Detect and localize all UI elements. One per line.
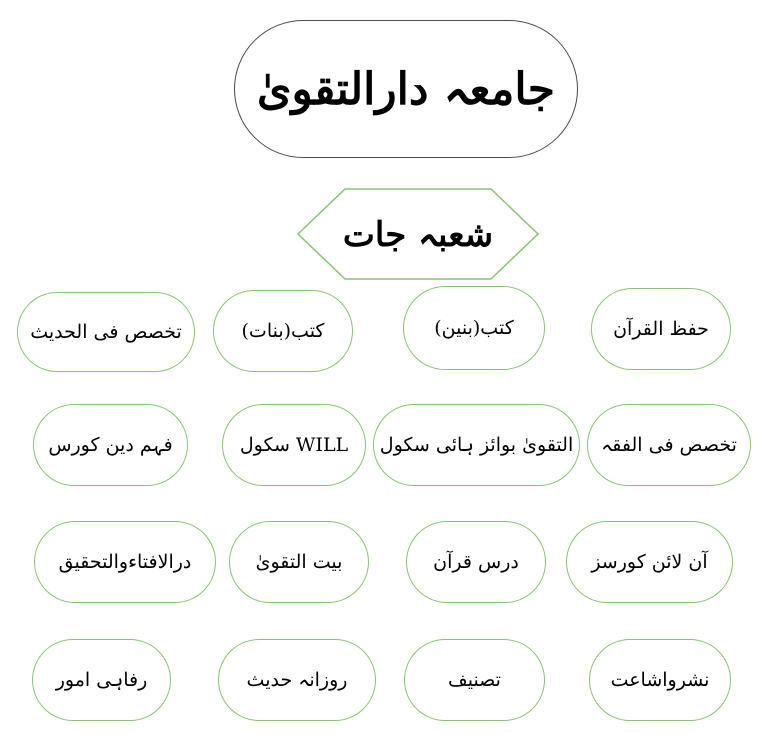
dept-box-tasneef[interactable]: تصنیف bbox=[404, 639, 545, 721]
dept-box-fehm-deen-course[interactable]: فہم دین کورس bbox=[33, 404, 188, 486]
dept-box-takhassus-fiqh[interactable]: تخصص فی الفقہ bbox=[587, 404, 751, 486]
dept-box-bait-ut-taqwa[interactable]: بیت التقویٰ bbox=[229, 521, 369, 603]
dept-box-rozana-hadith[interactable]: روزانہ حدیث bbox=[218, 639, 376, 721]
dept-box-boys-high-school[interactable]: التقویٰ بوائز ہائی سکول bbox=[373, 404, 580, 486]
dept-box-darul-ifta[interactable]: درالافتاءوالتحقیق bbox=[34, 521, 216, 603]
title-box bbox=[234, 20, 578, 158]
dept-box-kutub-banat[interactable]: کتب(بنات) bbox=[213, 290, 353, 372]
page-title: جامعہ دارالتقویٰ bbox=[257, 63, 555, 115]
dept-box-hifz-ul-quran[interactable]: حفظ القرآن bbox=[591, 288, 731, 370]
dept-box-nashr-o-ishaat[interactable]: نشرواشاعت bbox=[589, 639, 731, 721]
dept-box-takhassus-hadith[interactable]: تخصص فی الحدیث bbox=[17, 292, 195, 372]
section-heading-hexagon bbox=[297, 188, 539, 280]
section-heading: شعبہ جات bbox=[342, 214, 494, 255]
dept-box-dars-quran[interactable]: درس قرآن bbox=[406, 521, 546, 603]
dept-box-kutub-baneen[interactable]: کتب(بنین) bbox=[403, 286, 545, 370]
dept-box-online-courses[interactable]: آن لائن کورسز bbox=[566, 521, 733, 603]
dept-box-rifahi-umoor[interactable]: رفاہی امور bbox=[32, 639, 171, 721]
dept-box-will-school[interactable]: WILL سکول bbox=[222, 404, 366, 486]
